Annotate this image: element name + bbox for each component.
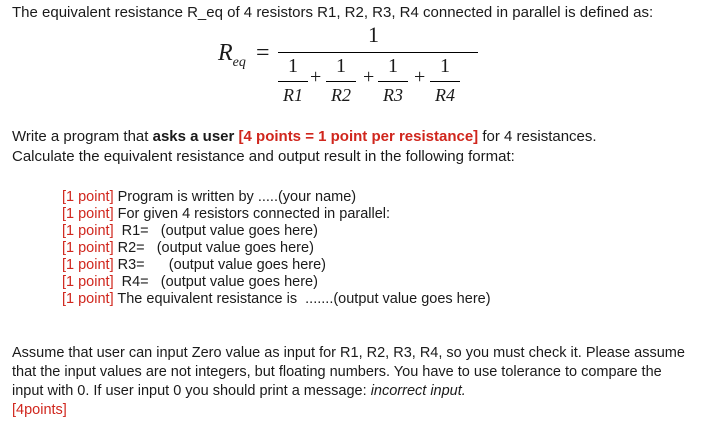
formula-lhs: $R_{eq}$ [218, 40, 246, 70]
plus-sign: + [414, 66, 426, 88]
output-line: [1 point] R2= (output value goes here) [62, 240, 314, 256]
output-line: [1 point] The equivalent resistance is .......(output value goes here) [62, 291, 491, 307]
intro-text: The equivalent resistance R_eq of 4 resistors R1, R2, R3, R4 connected in parallel is defined as: [12, 4, 654, 21]
output-line: [1 point] R1= (output value goes here) [62, 223, 318, 239]
task-line-2: Calculate the equivalent resistance and output result in the following format: [12, 148, 515, 165]
formula-main-fraction-bar [278, 52, 478, 53]
output-line: [1 point] For given 4 resistors connected in parallel: [62, 206, 391, 222]
output-line: [1 point] Program is written by .....(your name) [62, 189, 357, 205]
equivalent-resistance-formula [218, 22, 478, 112]
task-line-1: Write a program that asks a user [4 points = 1 point per resistance] for 4 resistances. [12, 128, 597, 145]
formula-numerator: 1 [368, 22, 379, 47]
output-line: [1 point] R3= (output value goes here) [62, 257, 326, 273]
term-r4: 1 R4 [430, 55, 460, 106]
formula-equals: = [256, 40, 270, 66]
term-r3: 1 R3 [378, 55, 408, 106]
assumption-paragraph: Assume that user can input Zero value as input for R1, R2, R3, R4, so you must check it. Please assume that the input values are not integers, but floating numbers. You have to use tolerance to compare the input with 0. If user input 0 you should print a message: incorrect input. [4points] [12, 345, 685, 418]
plus-sign: + [363, 66, 375, 88]
plus-sign: + [310, 66, 322, 88]
term-r1: 1 R1 [278, 55, 308, 106]
output-line: [1 point] R4= (output value goes here) [62, 274, 318, 290]
term-r2: 1 R2 [326, 55, 356, 106]
